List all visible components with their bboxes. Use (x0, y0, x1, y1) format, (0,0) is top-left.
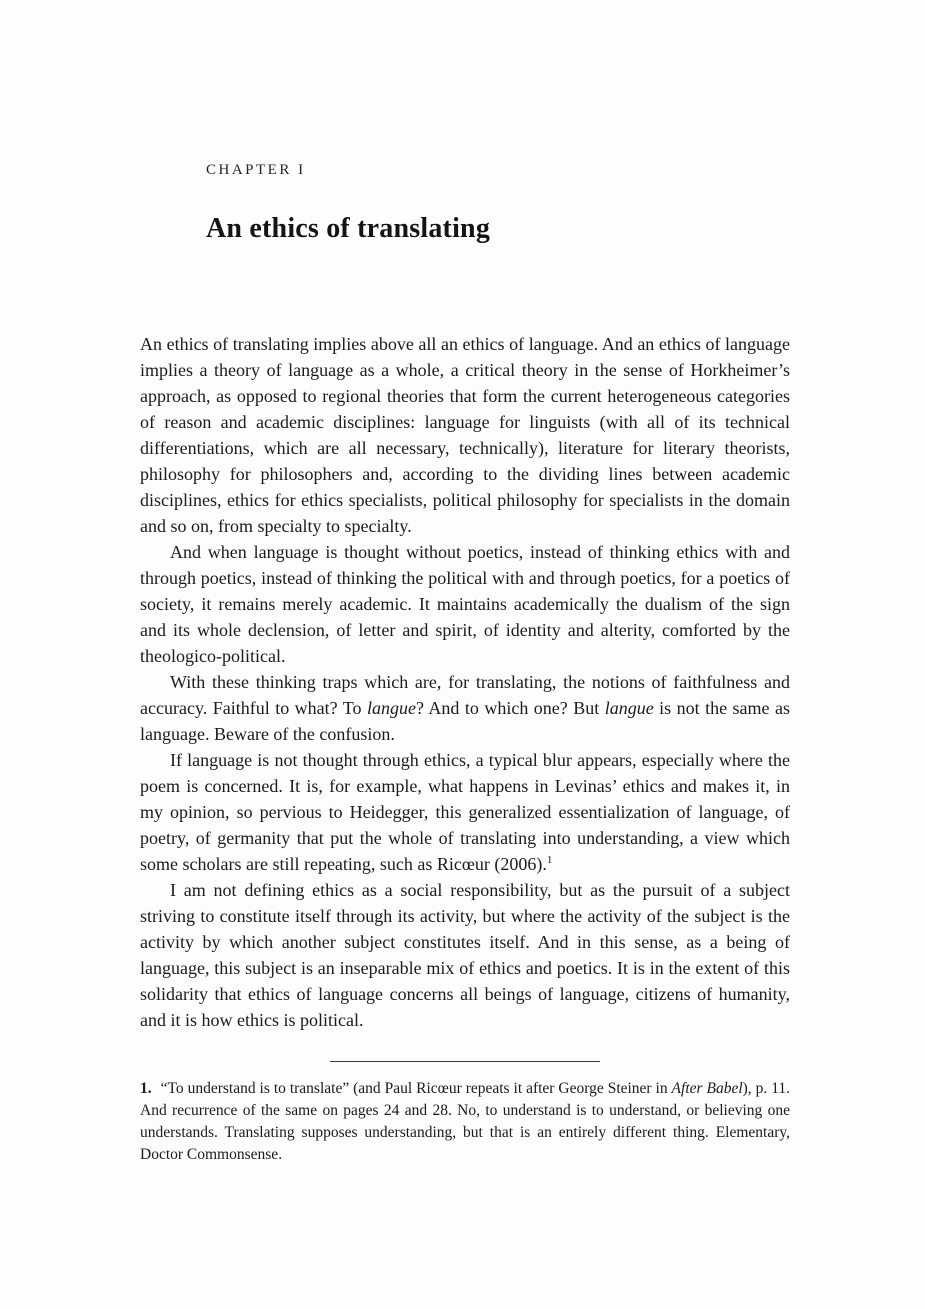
page-title: An ethics of translating (206, 213, 491, 244)
paragraph (140, 669, 790, 747)
chapter-label: CHAPTER I (206, 162, 306, 178)
text-run: And when language is thought without poetics, instead of thinking ethics with and through poetics, instead of thinking the political with and through poetics, for a poetics of society, it remains merely academic. It maintains academically the dualism of the sign and its whole declension, of letter and spirit, of identity and alterity, comforted by the theologico-political. (140, 542, 790, 666)
chapter-header (140, 162, 790, 245)
text-run: is not the same as language. Beware of the confusion. (140, 698, 790, 744)
footnote (140, 1078, 790, 1166)
paragraph (140, 877, 790, 1033)
body-text (140, 331, 790, 1033)
text-run: “To understand is to translate” (and Paul Ricœur repeats it after George Steiner in (160, 1080, 672, 1097)
footnote-marker: 1. (140, 1080, 152, 1097)
text-run: I am not defining ethics as a social responsibility, but as the pursuit of a subject striving to constitute itself through its activity, but where the activity of the subject is the activity by which another subject constitutes itself. And in this sense, as a being of language, this subject is an inseparable mix of ethics and poetics. It is in the extent of this solidarity that ethics of language concerns all beings of language, citizens of humanity, and it is how ethics is political. (140, 880, 790, 1030)
paragraph (140, 747, 790, 877)
text-run: With these thinking traps which are, for translating, the notions of faithfulness and accuracy. Faithful to what? To (140, 672, 790, 718)
text-run-italic: langue (604, 698, 654, 718)
footnote-reference: 1 (546, 854, 553, 866)
paragraph (140, 331, 790, 539)
text-run-italic: langue (366, 698, 416, 718)
text-run: ), p. 11. And recurrence of the same on pages 24 and 28. No, to understand is to understand, or believing one understands. Translating supposes understanding, but that is an entirely different thing. Elementary, Doctor Commonsense. (140, 1080, 790, 1163)
text-run-italic: After Babel (671, 1080, 743, 1097)
footnote-area (140, 1078, 790, 1166)
paragraph (140, 539, 790, 669)
text-run: An ethics of translating implies above all an ethics of language. And an ethics of language implies a theory of language as a whole, a critical theory in the sense of Horkheimer’s approach, as opposed to regional theories that form the current heterogeneous categories of reason and academic disciplines: language for linguists (with all of its technical differentiations, which are all necessary, technically), literature for literary theorists, philosophy for philosophers and, according to the dividing lines between academic disciplines, ethics for ethics specialists, political philosophy for specialists in the domain and so on, from specialty to specialty. (140, 334, 790, 536)
footnote-separator (330, 1061, 600, 1062)
page-content (140, 162, 790, 1166)
text-run: If language is not thought through ethics, a typical blur appears, especially where the poem is concerned. It is, for example, what happens in Levinas’ ethics and makes it, in my opinion, so pervious to Heidegger, this generalized essentialization of language, of poetry, of germanity that put the whole of translating into understanding, a view which some scholars are still repeating, such as Ricœur (2006). (140, 750, 790, 874)
text-run: ? And to which one? But (415, 698, 605, 718)
